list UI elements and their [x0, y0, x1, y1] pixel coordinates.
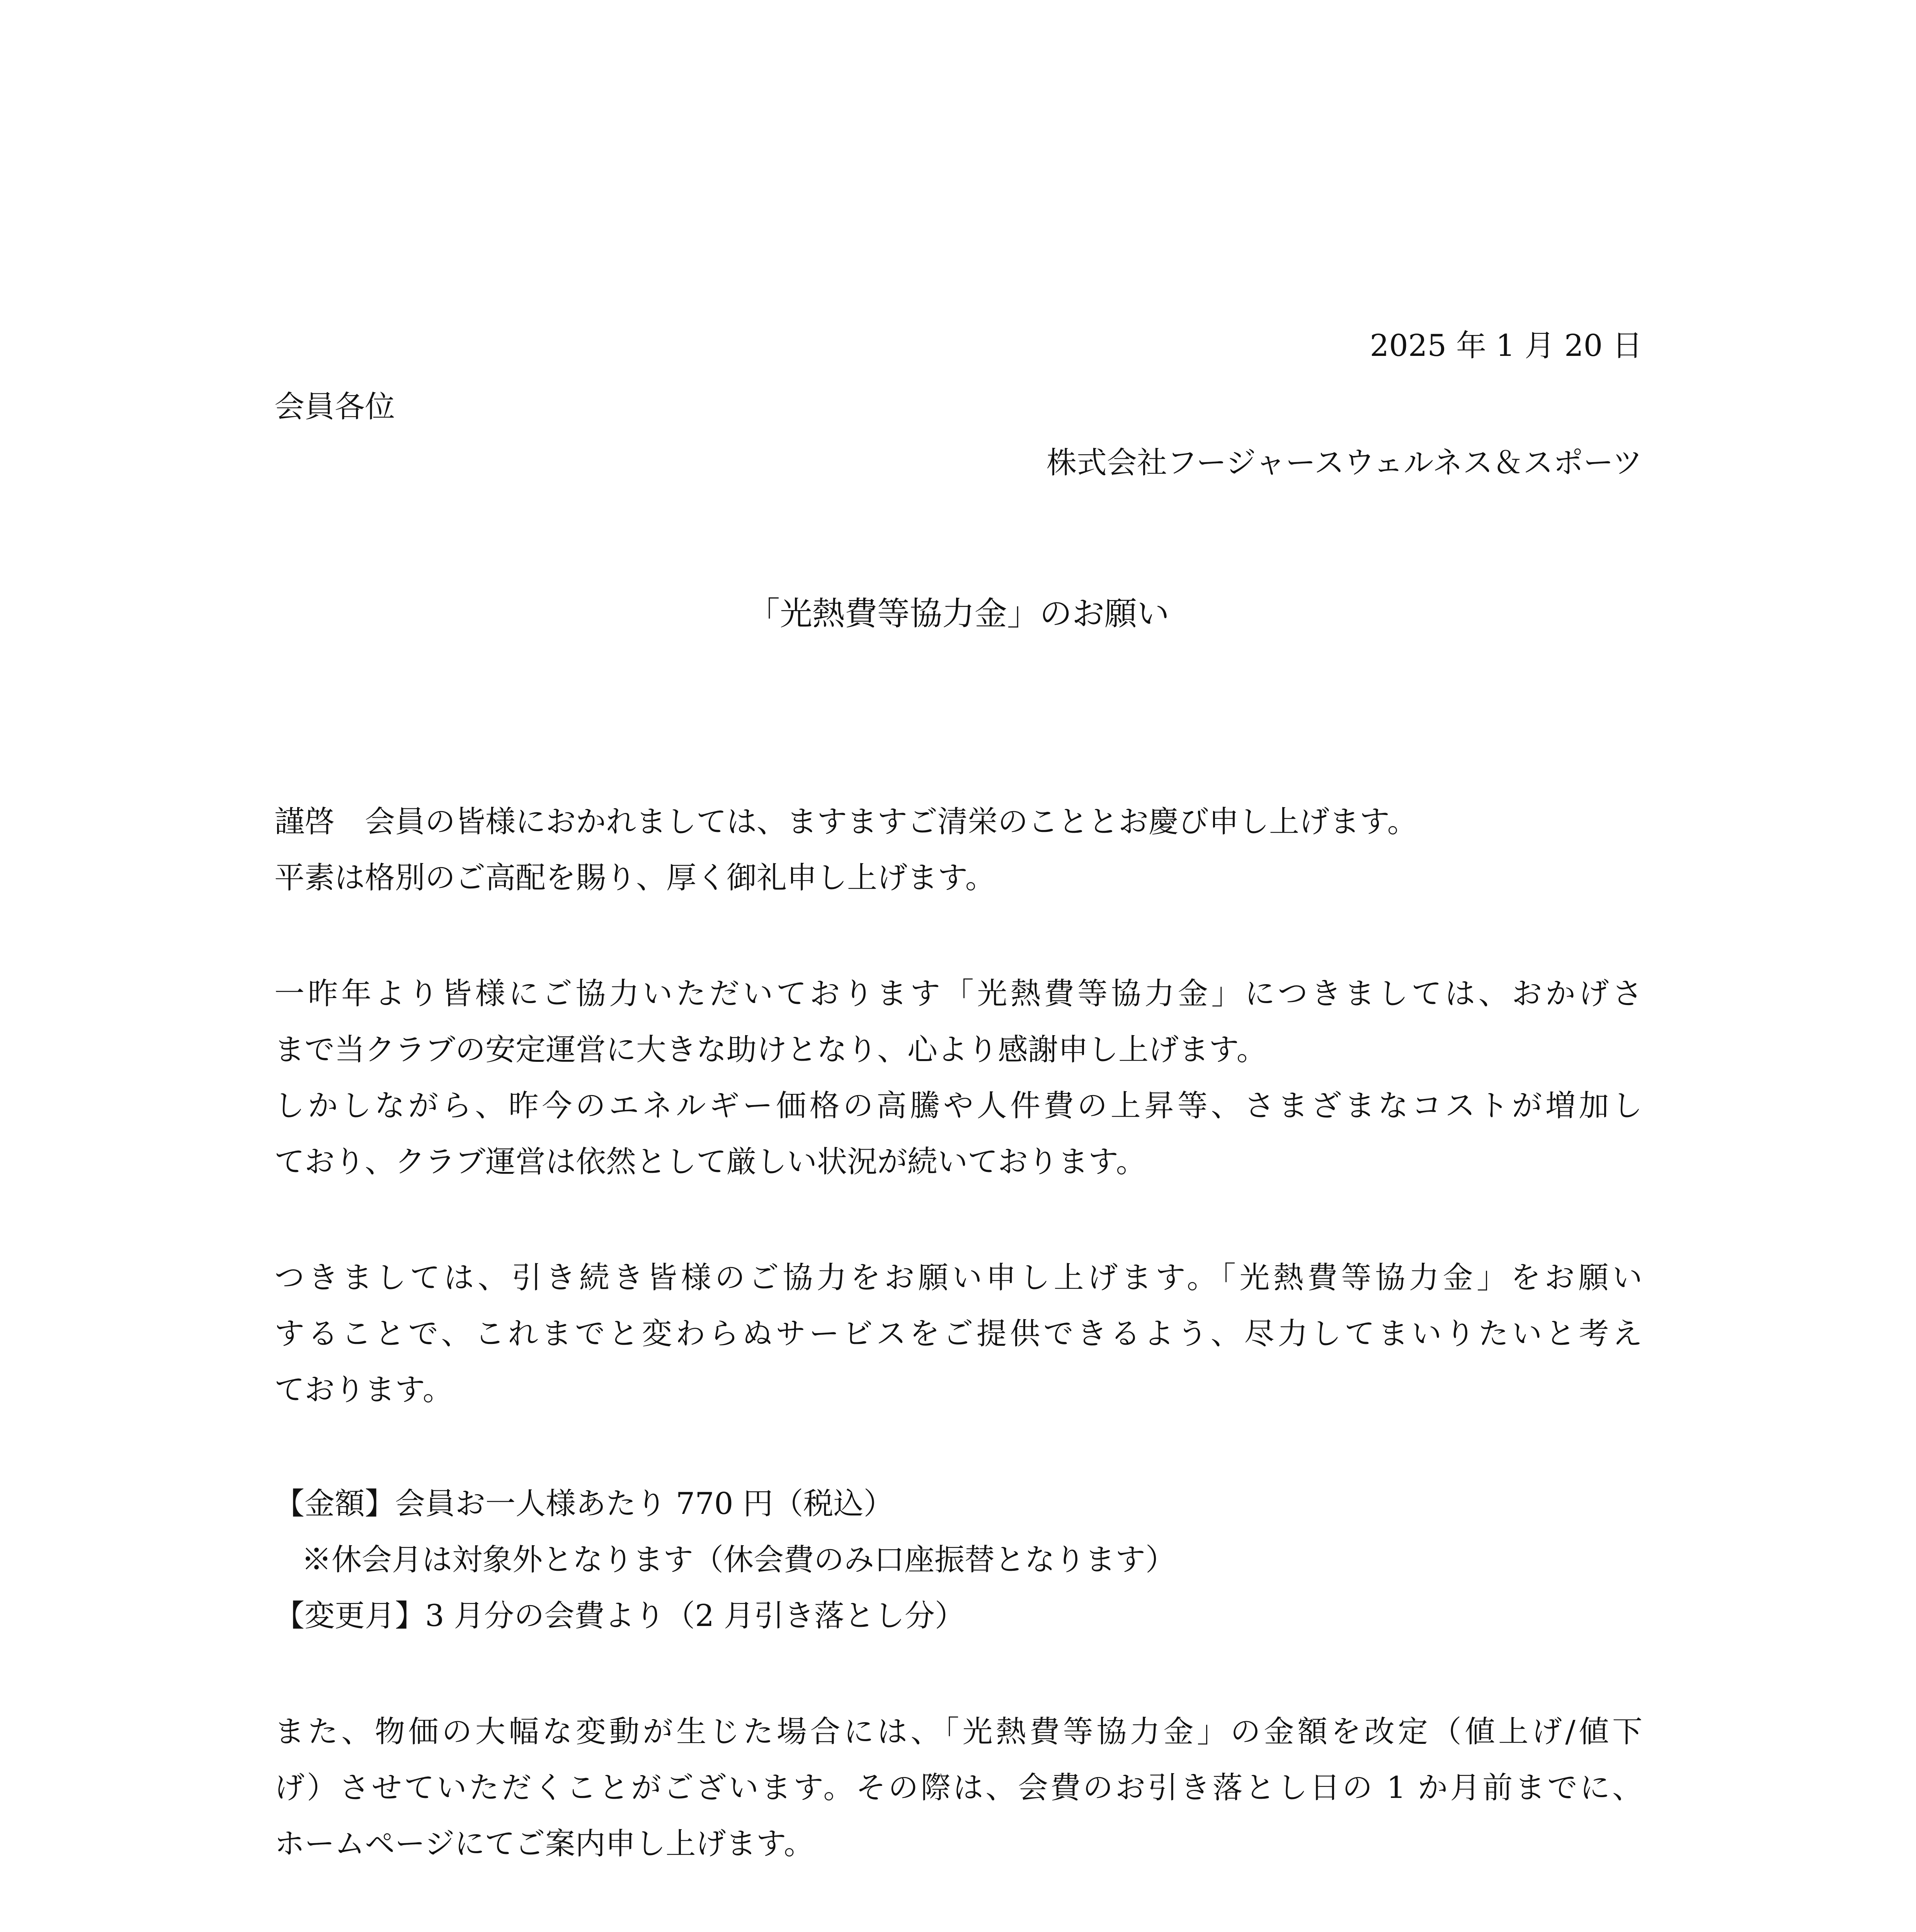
paragraph-line: ております。: [274, 1372, 453, 1407]
paragraph-appreciation: [274, 966, 1642, 1190]
paragraph-request: [274, 1250, 1642, 1418]
paragraph-revision: [274, 1704, 1642, 1872]
paragraph-line: ホームページにてご案内申し上げます。: [274, 1827, 814, 1861]
paragraph-line: ており、クラブ運営は依然として厳しい状況が続いております。: [274, 1145, 1146, 1179]
paragraph-line: しかしながら、昨今のエネルギー価格の高騰や人件費の上昇等、さまざまなコストが増加し: [274, 1088, 1642, 1123]
sender-company: 株式会社フージャースウェルネス＆スポーツ: [1046, 446, 1642, 480]
fee-amount: 【金額】会員お一人様あたり 770 円（税込）: [274, 1486, 894, 1521]
paragraph-line: げ）させていただくことがございます。その際は、会費のお引き落とし日の 1 か月前までに、: [274, 1770, 1642, 1805]
addressee: 会員各位: [274, 389, 395, 424]
greeting-paragraph: [274, 794, 1642, 906]
paragraph-line: また、物価の大幅な変動が生じた場合には、「光熱費等協力金」の金額を改定（値上げ/値下: [274, 1714, 1642, 1749]
suspension-note: ※休会月は対象外となります（休会費のみ口座振替となります）: [301, 1543, 1176, 1577]
paragraph-line: 一昨年より皆様にご協力いただいております「光熱費等協力金」につきましては、おかげさ: [274, 976, 1642, 1011]
paragraph-line: 平素は格別のご高配を賜り、厚く御礼申し上げます。: [274, 861, 995, 895]
paragraph-line: することで、これまでと変わらぬサービスをご提供できるよう、尽力してまいりたいと考え: [274, 1316, 1642, 1351]
paragraph-line: つきましては、引き続き皆様のご協力をお願い申し上げます。「光熱費等協力金」をお願い: [274, 1260, 1642, 1295]
letter-page: [274, 0, 1642, 1932]
fee-details: [274, 1476, 1642, 1644]
page-title: 「光熱費等協力金」のお願い: [747, 595, 1169, 633]
paragraph-line: 謹啓 会員の皆様におかれましては、ますますご清栄のこととお慶び申し上げます。: [274, 804, 1417, 839]
change-month: 【変更月】3 月分の会費より（2 月引き落とし分）: [274, 1599, 965, 1633]
letter-date: 2025 年 1 月 20 日: [1370, 328, 1642, 363]
paragraph-line: まで当クラブの安定運営に大きな助けとなり、心より感謝申し上げます。: [274, 1032, 1267, 1067]
